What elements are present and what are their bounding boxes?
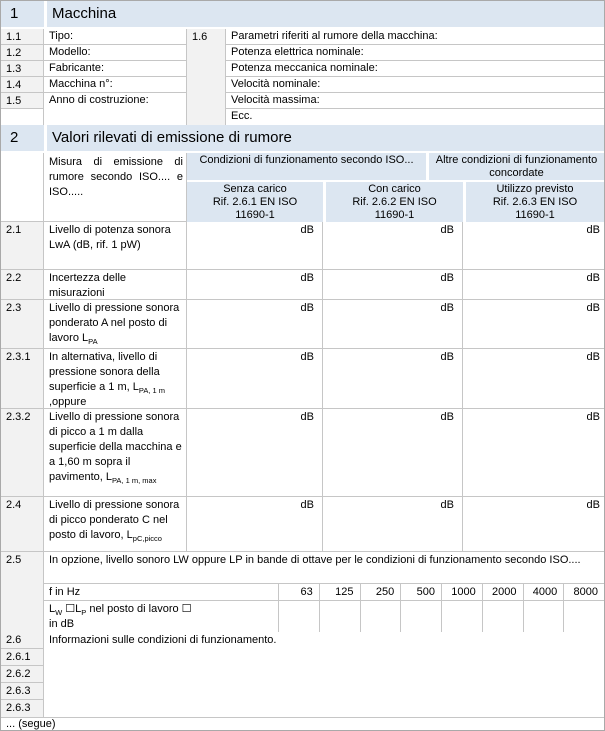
col-title: Con carico bbox=[368, 183, 421, 195]
field-macchina-n: Macchina n°: bbox=[44, 77, 187, 93]
frequency-1000: 1000 bbox=[442, 584, 483, 600]
col-ref: Rif. 2.6.2 EN ISO bbox=[352, 196, 437, 208]
level-value-cell bbox=[279, 601, 320, 632]
col-std: 11690-1 bbox=[374, 209, 415, 221]
table-row-2-6 bbox=[1, 632, 604, 717]
senza-carico-header bbox=[187, 182, 323, 222]
row-number: 2.1 bbox=[1, 222, 44, 270]
table-row-2-3-2 bbox=[1, 409, 604, 497]
frequency-row bbox=[44, 584, 604, 601]
db-value-cell: dB bbox=[463, 497, 604, 552]
frequency-250: 250 bbox=[361, 584, 402, 600]
db-value-cell: dB bbox=[187, 497, 323, 552]
info-number-column bbox=[1, 632, 44, 717]
other-conditions-header: Altre condizioni di funzionamento concordate bbox=[429, 153, 604, 180]
col-std: 11690-1 bbox=[235, 209, 275, 221]
continuation-note: ... (segue) bbox=[1, 717, 604, 730]
octave-intro-text: In opzione, livello sonoro LW oppure LP in bande di ottave per le condizioni di funzionamento secondo ISO.... bbox=[44, 552, 604, 584]
row-number-1-6: 1.6 bbox=[187, 29, 226, 125]
level-value-cell bbox=[483, 601, 524, 632]
db-value-cell: dB bbox=[463, 270, 604, 300]
operating-conditions-header: Condizioni di funzionamento secondo ISO... bbox=[187, 153, 426, 180]
row-label: Livello di pressione sonora di picco ponderato C nel posto di lavoro, $L_{pC,picco}$ bbox=[44, 497, 187, 552]
section-1-body bbox=[1, 29, 604, 125]
parameter-item: Ecc. bbox=[231, 110, 253, 122]
db-value-cell: dB bbox=[323, 270, 463, 300]
level-row bbox=[44, 601, 604, 632]
section-1-label-column bbox=[44, 29, 187, 125]
table-row-2-3-1 bbox=[1, 349, 604, 409]
parameter-item: Potenza elettrica nominale: bbox=[226, 45, 604, 61]
db-value-cell: dB bbox=[187, 300, 323, 349]
measure-header-cell: Misura di emissione di rumore secondo ISO.... e ISO..... bbox=[44, 153, 187, 221]
level-label: $L_W$ $☐L_P$ nel posto di lavoro ☐ in dB bbox=[44, 601, 279, 632]
db-value-cell: dB bbox=[323, 222, 463, 270]
row-label: Livello di pressione sonora ponderato A nel posto di lavoro $L_{PA}$ bbox=[44, 300, 187, 349]
db-value-cell: dB bbox=[323, 497, 463, 552]
row-number: 2.3 bbox=[1, 300, 44, 349]
row-label: Livello di potenza sonora LwA (dB, rif. 1 pW) bbox=[44, 222, 187, 270]
parameter-item: Parametri riferiti al rumore della macchina: bbox=[226, 29, 604, 45]
frequency-125: 125 bbox=[320, 584, 361, 600]
frequency-63: 63 bbox=[279, 584, 320, 600]
column-header-block bbox=[1, 153, 604, 222]
row-number-1-4: 1.4 bbox=[1, 77, 44, 93]
db-value-cell: dB bbox=[463, 300, 604, 349]
row-number: 2.6.3 bbox=[1, 683, 44, 700]
col-ref: Rif. 2.6.3 EN ISO bbox=[492, 196, 578, 208]
info-label: Informazioni sulle condizioni di funzionamento. bbox=[49, 634, 277, 646]
row-number: 2.6 bbox=[1, 632, 44, 649]
level-value-cell bbox=[361, 601, 402, 632]
db-value-cell: dB bbox=[187, 222, 323, 270]
col-std: 11690-1 bbox=[515, 209, 555, 221]
condition-headers bbox=[187, 153, 604, 221]
section-2-header bbox=[1, 125, 604, 151]
level-value-cell bbox=[442, 601, 483, 632]
table-row-2-1 bbox=[1, 222, 604, 270]
row-number-1-1: 1.1 bbox=[1, 29, 44, 45]
db-value-cell: dB bbox=[187, 409, 323, 497]
db-value-cell: dB bbox=[323, 409, 463, 497]
db-value-cell: dB bbox=[187, 270, 323, 300]
level-value-cell bbox=[320, 601, 361, 632]
row-label: In alternativa, livello di pressione sonora della superficie a 1 m, $L_{PA, 1 m}$ ,oppure bbox=[44, 349, 187, 409]
field-modello: Modello: bbox=[44, 45, 187, 61]
level-value-cell bbox=[401, 601, 442, 632]
field-tipo: Tipo: bbox=[44, 29, 187, 45]
subcondition-header-row bbox=[187, 182, 604, 222]
parameter-item: Velocità massima: bbox=[226, 93, 604, 109]
row-number: 2.6.1 bbox=[1, 649, 44, 666]
row-label: Livello di pressione sonora di picco a 1 m dalla superficie della macchina e a 1,60 m sopra il pavimento, $L_{PA, 1 m, max}$ bbox=[44, 409, 187, 497]
row-number: 2.6.3 bbox=[1, 700, 44, 717]
db-value-cell: dB bbox=[463, 222, 604, 270]
blank-cell bbox=[1, 153, 44, 221]
row-number-1-5: 1.5 bbox=[1, 93, 44, 109]
utilizzo-previsto-header bbox=[466, 182, 604, 222]
octave-band-area bbox=[44, 552, 604, 632]
row-label: Incertezza delle misurazioni bbox=[44, 270, 187, 300]
frequency-8000: 8000 bbox=[573, 586, 598, 598]
section-1-number-column bbox=[1, 29, 44, 125]
frequency-500: 500 bbox=[401, 584, 442, 600]
condition-header-row bbox=[187, 153, 604, 180]
con-carico-header bbox=[326, 182, 463, 222]
row-number: 2.5 bbox=[1, 552, 44, 632]
row-number: 2.3.1 bbox=[1, 349, 44, 409]
db-value-cell: dB bbox=[463, 349, 604, 409]
row-number: 2.3.2 bbox=[1, 409, 44, 497]
col-ref: Rif. 2.6.1 EN ISO bbox=[212, 196, 298, 208]
spacer bbox=[1, 109, 44, 125]
col-title: Utilizzo previsto bbox=[496, 183, 574, 195]
field-fabricante: Fabricante: bbox=[44, 61, 187, 77]
frequency-4000: 4000 bbox=[524, 584, 565, 600]
db-value-cell: dB bbox=[323, 300, 463, 349]
table-row-2-3 bbox=[1, 300, 604, 349]
section-1-title: Macchina bbox=[47, 1, 604, 27]
parameter-item: Potenza meccanica nominale: bbox=[226, 61, 604, 77]
db-value-cell: dB bbox=[187, 349, 323, 409]
field-anno-di-costruzione: Anno di costruzione: bbox=[44, 93, 187, 125]
parameter-item: Velocità nominale: bbox=[226, 77, 604, 93]
col-title: Senza carico bbox=[223, 183, 287, 195]
level-value-cell bbox=[524, 601, 565, 632]
table-row-2-2 bbox=[1, 270, 604, 300]
section-1-number: 1 bbox=[1, 1, 44, 27]
parameter-list bbox=[226, 29, 604, 125]
db-value-cell: dB bbox=[463, 409, 604, 497]
row-number: 2.6.2 bbox=[1, 666, 44, 683]
table-row-2-4 bbox=[1, 497, 604, 552]
table-row-2-5 bbox=[1, 552, 604, 632]
row-number-1-2: 1.2 bbox=[1, 45, 44, 61]
row-number: 2.2 bbox=[1, 270, 44, 300]
section-2-title: Valori rilevati di emissione di rumore bbox=[47, 125, 604, 151]
section-1-header bbox=[1, 1, 604, 27]
row-number: 2.4 bbox=[1, 497, 44, 552]
frequency-label: f in Hz bbox=[44, 584, 279, 600]
section-2-number: 2 bbox=[1, 125, 44, 151]
level-value-cell bbox=[564, 601, 604, 632]
db-value-cell: dB bbox=[323, 349, 463, 409]
row-number-1-3: 1.3 bbox=[1, 61, 44, 77]
frequency-2000: 2000 bbox=[483, 584, 524, 600]
